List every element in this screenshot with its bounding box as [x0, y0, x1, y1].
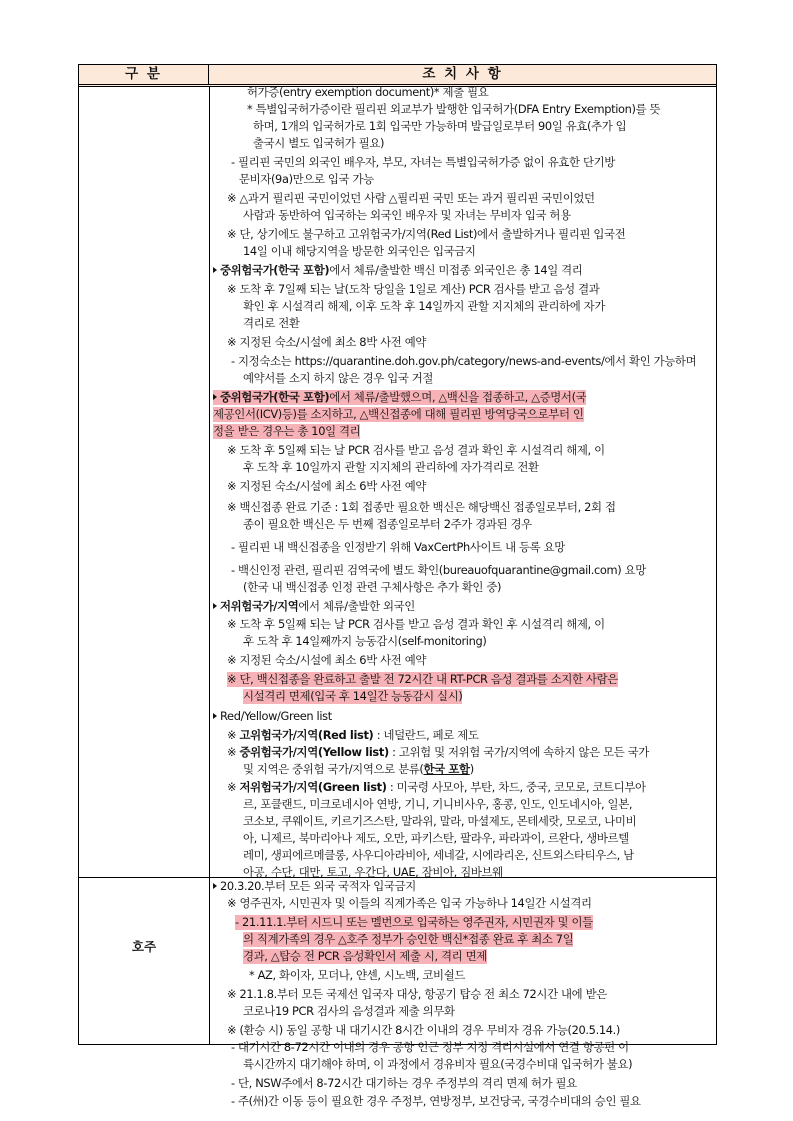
line-text: 코소보, 쿠웨이트, 키르기즈스탄, 말라위, 말라, 마셜제도, 몬테세랏, 모로코, 나미비 — [243, 814, 637, 828]
content-line — [243, 689, 462, 704]
line-text: 20.3.20.부터 모든 외국 국적자 입국금지 — [220, 879, 416, 893]
line-segment: 에서 체류/출발한 백신 미접종 외국인은 총 14일 격리 — [329, 263, 583, 277]
content-line — [213, 390, 586, 405]
content-line — [227, 987, 607, 1002]
content-line — [243, 316, 300, 331]
content-line — [243, 517, 532, 532]
line-segment: : 고위험 및 저위험 국가/지역에 속하지 않은 모든 국가 — [388, 745, 649, 759]
line-segment: 저위험국가/지역(Green list) — [239, 780, 387, 794]
line-segment: : 네덜란드, 페로 제도 — [373, 728, 479, 742]
content-line — [243, 299, 605, 314]
content-line — [247, 102, 660, 117]
table-header — [79, 65, 716, 87]
content-line — [243, 1004, 455, 1019]
line-text: 르, 포클랜드, 미크로네시아 연방, 기니, 기니비사우, 홍콩, 인도, 인도네시아, 일본, — [243, 797, 633, 811]
content-line — [243, 932, 573, 947]
content-line — [243, 949, 487, 964]
line-text: 후 도착 후 14일째까지 능동감시(self-monitoring) — [243, 634, 487, 648]
content-line — [243, 865, 503, 880]
line-segment: 중위험국가/지역(Yellow list) — [239, 745, 389, 759]
content-line — [239, 172, 374, 187]
line-text: * 특별입국허가증이란 필리핀 외교부가 발행한 입국허가(DFA Entry Exemption)를 뜻 — [247, 102, 661, 116]
line-text: - 주(州)간 이동 등이 필요한 경우 주정부, 연방정부, 보건당국, 국경수비대의 승인 필요 — [231, 1094, 641, 1108]
line-segment: 저위험국가/지역 — [220, 599, 299, 613]
bullet-triangle-icon — [213, 713, 217, 719]
line-segment: 중위험국가(한국 포함) — [220, 390, 330, 404]
line-text: 허가증(entry exemption document)* 제출 필요 — [247, 85, 489, 99]
line-text: 사람과 동반하여 입국하는 외국인 배우자 및 자녀는 무비자 입국 허용 — [243, 208, 571, 222]
content-line — [231, 563, 646, 578]
line-text: 레미, 생피에르메클롱, 사우디아라비아, 세네갈, 시에라리온, 신트외스타티우스, 남 — [243, 848, 634, 862]
content-line — [227, 227, 625, 242]
line-text: 정을 받은 경우는 총 10일 격리 — [213, 424, 361, 438]
content-line — [227, 745, 649, 760]
content-line — [235, 915, 593, 930]
content-line — [213, 599, 415, 614]
content-line — [227, 335, 426, 350]
measures-content — [209, 85, 716, 1108]
content-line — [243, 580, 501, 595]
content-line — [243, 1057, 632, 1072]
bullet-triangle-icon — [213, 883, 217, 889]
country-label: 호주 — [131, 939, 157, 954]
line-text: ※ 지정된 숙소/시설에 최소 6박 사전 예약 — [227, 653, 427, 667]
line-text: 후 도착 후 10일까지 관할 지지체의 관리하에 자가격리로 전환 — [243, 460, 539, 474]
category-header: 구 분 — [79, 65, 209, 84]
content-line — [243, 762, 474, 777]
content-line — [227, 653, 426, 668]
line-text: Red/Yellow/Green list — [220, 709, 332, 723]
line-segment: 에서 체류/출발한 외국인 — [298, 599, 415, 613]
content-line — [247, 85, 488, 100]
line-text: ※ △과거 필리핀 국민이었던 사람 △필리핀 국민 또는 과거 필리핀 국민이었던 — [227, 191, 595, 205]
content-line — [213, 424, 360, 439]
line-text: 하며, 1개의 입국허가로 1회 입국만 가능하며 발급일로부터 90일 유효(추가 입 — [253, 119, 627, 133]
line-text: ※ 도착 후 7일째 되는 날(도착 당일을 1일로 계산) PCR 검사를 받고 음성 결과 — [227, 282, 600, 296]
line-text: - 단, NSW주에서 8-72시간 대기하는 경우 주정부의 격리 면제 허가 필요 — [231, 1076, 577, 1090]
line-segment: ※ — [227, 745, 240, 759]
line-segment: : 미국령 사모아, 부탄, 차드, 중국, 코모로, 코트디부아 — [386, 780, 646, 794]
content-line — [227, 672, 618, 687]
content-line — [213, 263, 582, 278]
line-segment: ) — [469, 762, 474, 776]
content-line — [227, 282, 599, 297]
line-text: 14일 이내 해당지역을 방문한 외국인은 입국금지 — [243, 244, 476, 258]
line-text: ※ 지정된 숙소/시설에 최소 8박 사전 예약 — [227, 335, 427, 349]
line-segment: 고위험국가/지역(Red list) — [239, 728, 374, 742]
content-line — [227, 191, 595, 206]
line-text: - 백신인정 관련, 필리핀 검역국에 별도 확인(bureauofquarantine@gmail.com) 요망 — [231, 563, 646, 577]
content-line — [243, 208, 571, 223]
line-text: ※ 백신접종 완료 기준 : 1회 접종만 필요한 백신은 해당백신 접종일로부터, 2회 접 — [227, 500, 616, 514]
content-line — [253, 136, 384, 151]
line-text: 아, 니제르, 북마리아나 제도, 오만, 파키스탄, 팔라우, 파라과이, 르완다, 생바르텔 — [243, 831, 629, 845]
content-line — [227, 780, 646, 795]
line-text: - 필리핀 내 백신접종을 인정받기 위해 VaxCertPh사이트 내 등록 요망 — [231, 540, 565, 554]
line-text: ※ 단, 상기에도 불구하고 고위험국가/지역(Red List)에서 출발하거나 필리핀 입국전 — [227, 227, 626, 241]
line-text: 확인 후 시설격리 해제, 이후 도착 후 14일까지 관할 지지체의 관리하에 자가 — [243, 299, 605, 313]
line-segment: 한국 포함 — [423, 762, 470, 776]
line-text: ※ 지정된 숙소/시설에 최소 6박 사전 예약 — [227, 479, 427, 493]
content-line — [243, 244, 476, 259]
content-line — [243, 814, 636, 829]
line-text: ※ 영주권자, 시민권자 및 이들의 직계가족은 입국 가능하나 14일간 시설격리 — [227, 896, 592, 910]
line-text: - 21.11.1.부터 시드니 또는 멜번으로 입국하는 영주권자, 시민권자 및 이들 — [235, 915, 593, 929]
line-text: 의 직계가족의 경우 △호주 정부가 승인한 백신*접종 완료 후 최소 7일 — [243, 932, 574, 946]
bullet-triangle-icon — [213, 603, 217, 609]
line-segment: 중위험국가(한국 포함) — [220, 263, 330, 277]
content-line — [231, 1040, 629, 1055]
content-line — [227, 500, 616, 515]
content-line — [253, 119, 626, 134]
content-line — [231, 155, 615, 170]
content-line — [231, 540, 565, 555]
line-text: 출국시 별도 입국허가 필요) — [253, 136, 385, 150]
content-line — [243, 371, 433, 386]
content-line — [231, 1076, 577, 1091]
line-text: 격리로 전환 — [243, 316, 300, 330]
measures-header: 조 치 사 항 — [422, 66, 503, 82]
line-text: ※ (환승 시) 동일 공항 내 대기시간 8시간 이내의 경우 무비자 경유 가능(20.5.14.) — [227, 1023, 621, 1037]
content-line — [243, 634, 486, 649]
measures-table — [78, 64, 717, 1108]
line-text: 종이 필요한 백신은 두 번째 접종일로부터 2주가 경과된 경우 — [243, 517, 532, 531]
line-text: 코로나19 PCR 검사의 음성결과 제출 의무화 — [243, 1004, 455, 1018]
content-line — [213, 407, 584, 422]
line-segment: ※ — [227, 728, 240, 742]
line-text: 륙시간까지 대기해야 하며, 이 과정에서 경유비자 필요(국경수비대 입국허가 불요) — [243, 1057, 633, 1071]
line-text: - 대기시간 8-72시간 이내의 경우 공항 인근 정부 지정 격리시설에서 연결 항공편 이 — [231, 1040, 629, 1054]
line-text: ※ 도착 후 5일째 되는 날 PCR 검사를 받고 음성 결과 확인 후 시설격리 해제, 이 — [227, 617, 605, 631]
line-text: 경과, △탑승 전 PCR 음성확인서 제출 시, 격리 면제 — [243, 949, 487, 963]
content-line — [227, 479, 426, 494]
line-text: ※ 단, 백신접종을 완료하고 출발 전 72시간 내 RT-PCR 음성 결과를 소지한 사람은 — [227, 672, 618, 686]
bullet-triangle-icon — [213, 394, 217, 400]
content-line — [227, 728, 479, 743]
line-segment: 에서 체류/출발했으며, △백신을 접종하고, △증명서(국 — [329, 390, 587, 404]
line-text: 시설격리 면제(입국 후 14일간 능동감시 실시) — [243, 689, 463, 703]
content-line — [213, 709, 332, 724]
line-text: ※ 21.1.8.부터 모든 국제선 입국자 대상, 항공기 탑승 전 최소 72시간 내에 받은 — [227, 987, 607, 1001]
content-line — [231, 354, 696, 369]
line-segment: ※ — [227, 780, 240, 794]
content-line — [227, 1023, 620, 1038]
content-line — [227, 443, 605, 458]
line-text: (한국 내 백신접종 인정 관련 구체사항은 추가 확인 중) — [243, 580, 502, 594]
line-text: - 필리핀 국민의 외국인 배우자, 부모, 자녀는 특별입국허가증 없이 유효한 단기방 — [231, 155, 615, 169]
content-line — [243, 848, 634, 863]
content-line — [249, 968, 465, 983]
content-line — [227, 896, 592, 911]
line-text: 아공, 수단, 대만, 토고, 우간다, UAE, 잠비아, 짐바브웨 — [243, 865, 503, 879]
line-text: * AZ, 화이자, 모더나, 얀센, 시노백, 코비쉴드 — [249, 968, 466, 982]
line-text: ※ 도착 후 5일째 되는 날 PCR 검사를 받고 음성 결과 확인 후 시설격리 해제, 이 — [227, 443, 605, 457]
content-line — [227, 617, 605, 632]
content-line — [243, 797, 632, 812]
content-line — [231, 1094, 641, 1109]
content-line — [243, 460, 539, 475]
line-segment: 및 지역은 중위험 국가/지역으로 분류( — [243, 762, 424, 776]
line-text: - 지정숙소는 https://quarantine.doh.gov.ph/category/news-and-events/에서 확인 가능하며 — [231, 354, 697, 368]
line-text: 문비자(9a)만으로 입국 가능 — [239, 172, 374, 186]
line-text: 제공인서(ICV)등)를 소지하고, △백신접종에 대해 필리핀 방역당국으로부터 인 — [213, 407, 584, 421]
country-cell-australia — [79, 877, 209, 1044]
bullet-triangle-icon — [213, 267, 217, 273]
content-line — [243, 831, 629, 846]
line-text: 예약서를 소지 하지 않은 경우 입국 거절 — [243, 371, 434, 385]
content-line — [213, 879, 416, 894]
